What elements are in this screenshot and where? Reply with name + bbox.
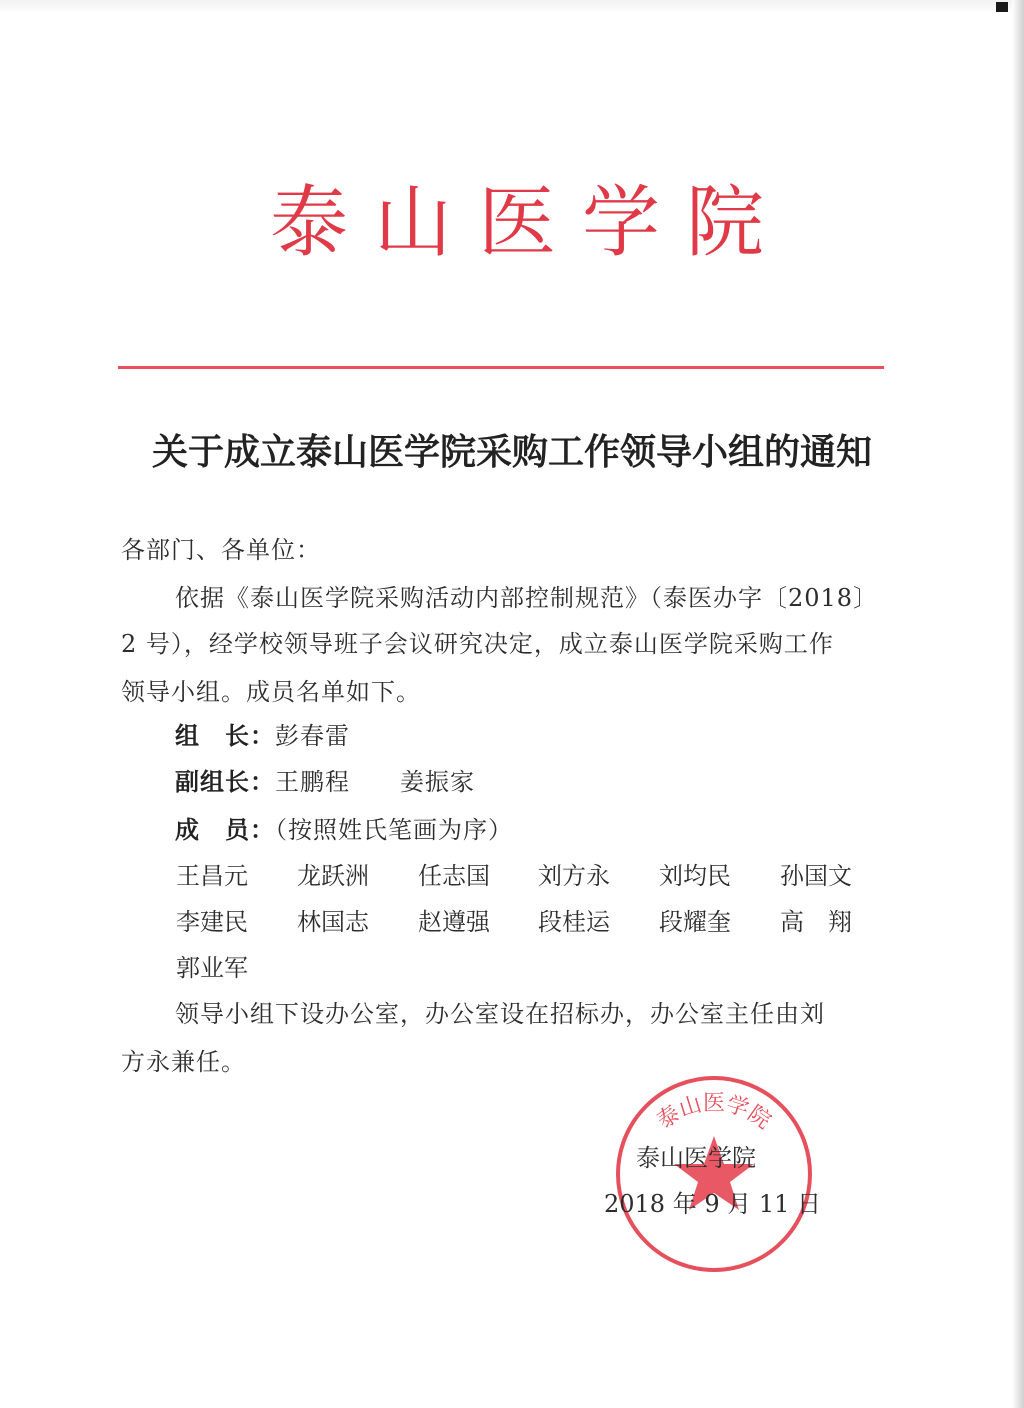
members-note: （按照姓氏笔画为序）	[275, 816, 513, 844]
leader-name: 彭春雷	[275, 722, 350, 750]
body-line-1: 依据《泰山医学院采购活动内部控制规范》（泰医办字〔2018〕	[175, 584, 879, 612]
member-name: 刘方永	[538, 862, 610, 890]
masthead: 泰山医学院	[269, 178, 790, 268]
member-name: 李建民	[176, 908, 248, 936]
body-line-3: 领导小组。成员名单如下。	[121, 678, 421, 706]
member-name: 任志国	[418, 862, 490, 890]
body-line-2: 2 号），经学校领导班子会议研究决定，成立泰山医学院采购工作	[121, 630, 834, 658]
closing-line-1: 领导小组下设办公室，办公室设在招标办，办公室主任由刘	[175, 1000, 825, 1028]
red-divider-line	[118, 366, 884, 369]
member-name: 段耀奎	[659, 908, 731, 936]
scan-corner-mark	[996, 2, 1008, 12]
members-line	[175, 814, 513, 846]
member-name: 段桂运	[538, 908, 610, 936]
salutation: 各部门、各单位：	[121, 536, 321, 564]
member-name: 郭业军	[176, 954, 248, 982]
closing-line-2: 方永兼任。	[121, 1048, 246, 1076]
member-name: 刘均民	[659, 862, 731, 890]
leader-label: 组 长：	[175, 721, 275, 750]
seal-text: 泰山医学院	[652, 1091, 776, 1135]
signature-org: 泰山医学院	[636, 1144, 756, 1172]
official-seal	[612, 1072, 816, 1276]
document-title: 关于成立泰山医学院采购工作领导小组的通知	[151, 431, 872, 473]
member-name: 赵遵强	[418, 908, 490, 936]
member-name: 高 翔	[780, 908, 852, 936]
member-name: 龙跃洲	[297, 862, 369, 890]
scan-edge-top	[0, 0, 1024, 14]
member-name: 王昌元	[176, 862, 248, 890]
leader-line	[175, 720, 350, 752]
member-name: 林国志	[297, 908, 369, 936]
deputy-names: 王鹏程 姜振家	[275, 768, 475, 796]
signature-date: 2018 年 9 月 11 日	[604, 1190, 822, 1218]
deputy-label: 副组长：	[175, 767, 275, 796]
members-label: 成 员：	[175, 815, 275, 844]
member-name: 孙国文	[780, 862, 852, 890]
deputy-line	[175, 766, 475, 798]
